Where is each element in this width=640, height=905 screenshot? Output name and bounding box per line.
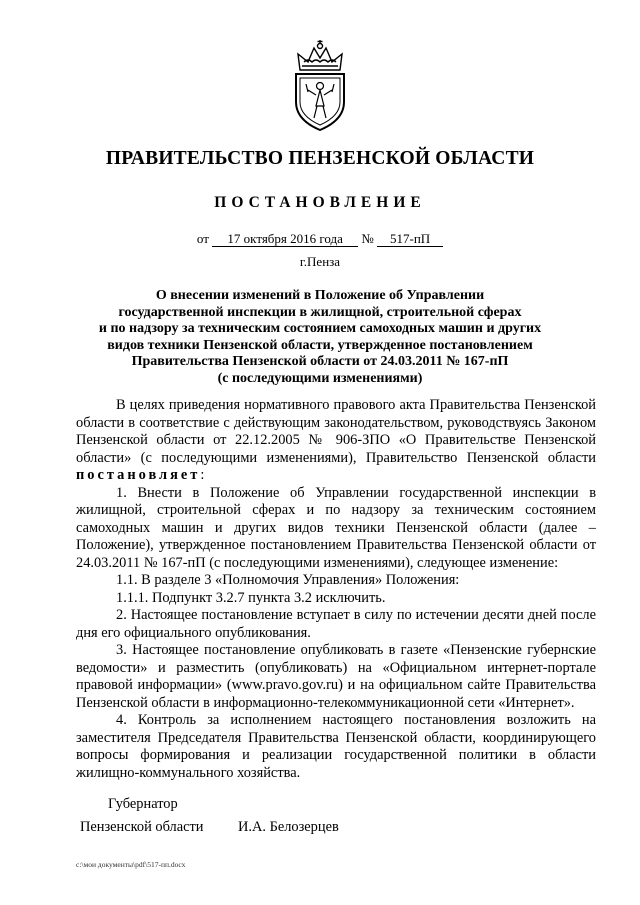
file-path: c:\мои документы\pdf\517-пп.docx [76,860,186,869]
document-date: 17 октября 2016 года [212,232,358,247]
title-line: О внесении изменений в Положение об Управлении [155,288,485,303]
title-line: (с последующими изменениями) [217,370,423,386]
paragraph-1-1-1: 1.1.1. Подпункт 3.2.7 пункта 3.2 исключить. [116,589,386,606]
document-body [76,397,596,782]
date-number-line [0,231,640,247]
city: г.Пенза [299,254,341,269]
title-line: и по надзору за техническим состоянием самоходных машин и других [98,321,542,337]
paragraph-3: 3. Настоящее постановление опубликовать в газете «Пензенские губернские ведомости» и разместить (опубликовать) на «Официальном интернет-портале правовой информации» (www.pravo.gov.ru) и на официальном сайте Правительства Пензенской области в информационно-телекоммуникационной сети «Интернет». [76,642,596,711]
coat-of-arms-icon [286,40,354,132]
title-line: государственной инспекции в жилищной, строительной сферах [118,304,522,320]
intro-text: В целях приведения нормативного правового акта Правительства Пензенской области в соответствие с действующим законодательством, руководствуясь Законом Пензенской области от 22.12.2005 № 906-ЗПО «О Правительстве Пензенской области» (с последующими изменениями), Правительство Пензенской области [76,397,596,466]
government-heading: ПРАВИТЕЛЬСТВО ПЕНЗЕНСКОЙ ОБЛАСТИ [105,148,535,169]
title-line: Правительства Пензенской области от 24.03.2011 № 167-пП [131,354,509,370]
paragraph-1: 1. Внести в Положение об Управлении государственной инспекции в жилищной, строительной сферах и по надзору за техническим состоянием самоходных машин и других видов техники Пензенской области (далее – Положение), утвержденное постановлением Правительства Пензенской области от 24.03.2011 № 167-пП (с последующими изменениями), следующее изменение: [76,484,596,571]
resolves-word: постановляет [76,467,201,483]
date-prefix: от [196,231,209,246]
document-type: ПОСТАНОВЛЕНИЕ [214,194,426,211]
paragraph-1-1: 1.1. В разделе 3 «Полномочия Управления» Положения: [116,572,460,588]
title-line: видов техники Пензенской области, утвержденное постановлением [107,337,533,353]
paragraph-4: 4. Контроль за исполнением настоящего постановления возложить на заместителя Председателя Правительства Пензенской области, координирующего вопросы формирования и реализации государственной политики в области жилищно-коммунального хозяйства. [76,712,596,781]
colon: : [200,467,205,483]
intro-paragraph [76,397,596,485]
number-prefix: № [361,231,374,246]
signature-position-line1: Губернатор [108,796,178,812]
paragraph-2: 2. Настоящее постановление вступает в силу по истечении десяти дней после дня его официального опубликования. [76,607,596,641]
document-number: 517-пП [377,232,443,247]
document-title [0,288,640,388]
signature-name: И.А. Белозерцев [238,819,339,835]
signature-position-line2: Пензенской области [80,819,204,835]
